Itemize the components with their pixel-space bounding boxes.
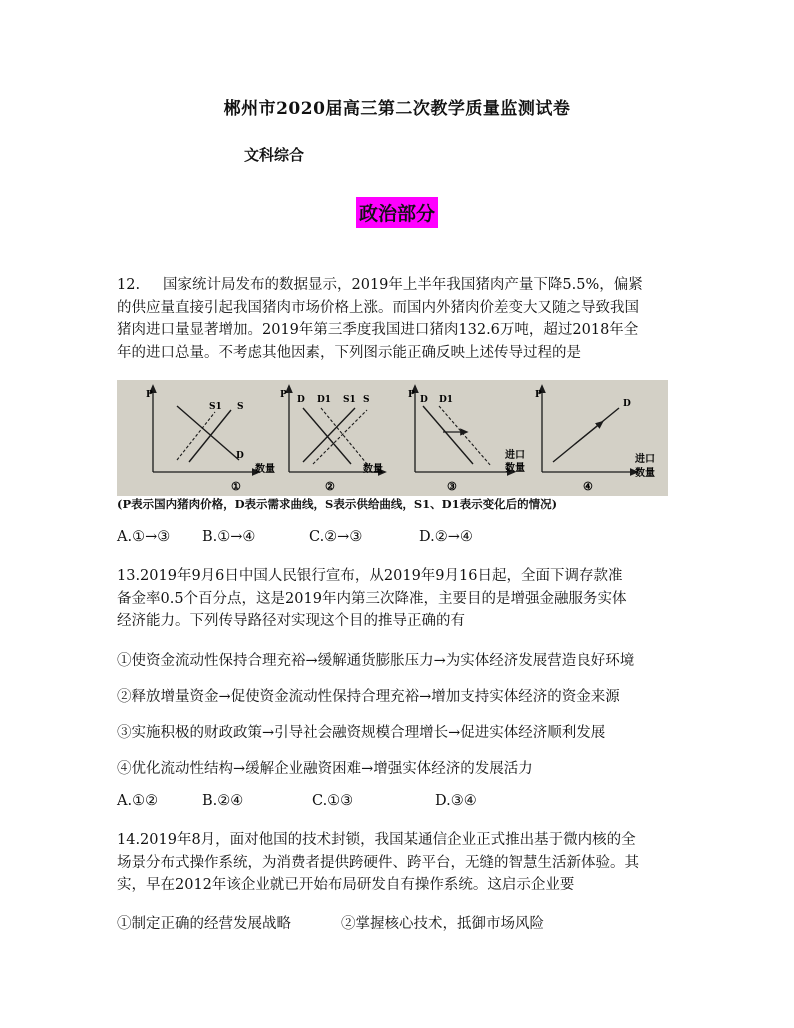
q12-option-b[interactable]: B.①→④ — [202, 529, 256, 545]
graph-2-s-label: S — [363, 395, 370, 405]
supply-demand-figure — [117, 380, 668, 496]
graph-4 — [535, 388, 655, 493]
q13-option-b[interactable]: B.②④ — [202, 793, 244, 809]
q13-item-4: ④优化流动性结构→缓解企业融资困难→增强实体经济的发展活力 — [117, 761, 533, 777]
q14-line-2: 场景分布式操作系统，为消费者提供跨硬件、跨平台，无缝的智慧生活新体验。其 — [117, 854, 639, 871]
graph-2-number: ② — [325, 480, 335, 493]
subject-label: 文科综合 — [244, 146, 305, 164]
question-13 — [117, 565, 683, 633]
section-heading: 政治部分 — [356, 197, 438, 228]
graph-2-d-label: D — [297, 395, 305, 405]
graph-2-supply-shift — [313, 410, 367, 464]
graph-3-number: ③ — [447, 480, 457, 493]
q12-line-4: 年的进口总量。不考虑其他因素，下列图示能正确反映上述传导过程的是 — [117, 344, 581, 361]
q13-item-2: ②释放增量资金→促使资金流动性保持合理充裕→增加支持实体经济的资金来源 — [117, 689, 620, 705]
q12-option-c[interactable]: C.②→③ — [309, 529, 363, 545]
graph-4-number: ④ — [583, 480, 593, 493]
graph-3-p-label: P — [408, 390, 415, 400]
document-title: 郴州市2020届高三第二次教学质量监测试卷 — [223, 99, 571, 119]
q13-line-1: 13.2019年9月6日中国人民银行宣布，从2019年9月16日起，全面下调存款准 — [117, 568, 623, 584]
graph-3-d1-label: D1 — [439, 395, 454, 405]
graph-2-d1-label: D1 — [317, 395, 332, 405]
question-14 — [117, 829, 683, 897]
graph-3-x-label-2: 数量 — [505, 463, 525, 474]
graph-1-s-label: S — [237, 402, 244, 412]
q12-line-3: 猪肉进口量显著增加。2019年第三季度我国进口猪肉132.6万吨，超过2018年全 — [117, 322, 639, 338]
q13-line-2: 备金率0.5个百分点，这是2019年内第三次降准，主要目的是增强金融服务实体 — [117, 590, 627, 607]
graph-1-s1-label: S1 — [209, 402, 222, 412]
q12-options — [117, 529, 677, 551]
q14-item-1: ①制定正确的经营发展战略 — [117, 916, 291, 932]
graph-4-x-label-1: 进口 — [635, 454, 655, 465]
graph-2-x-label: 数量 — [363, 464, 383, 475]
graph-3 — [408, 388, 525, 493]
graph-3-x-label-1: 进口 — [505, 450, 525, 461]
graph-4-d-label: D — [623, 399, 631, 409]
graph-1 — [146, 388, 275, 493]
graph-1-number: ① — [231, 480, 241, 493]
q13-option-d[interactable]: D.③④ — [435, 793, 477, 809]
q14-items — [117, 912, 677, 934]
graph-1-d-label: D — [236, 451, 244, 461]
q14-line-3: 实，早在2012年该企业就已开始布局研发自有操作系统。这启示企业要 — [117, 877, 575, 893]
figure-caption: (P表示国内猪肉价格，D表示需求曲线，S表示供给曲线，S1、D1表示变化后的情况) — [117, 497, 558, 511]
q12-option-a[interactable]: A.①→③ — [117, 529, 171, 545]
graph-3-d-label: D — [420, 395, 428, 405]
graph-1-demand — [177, 406, 239, 460]
q13-option-c[interactable]: C.①③ — [312, 793, 354, 809]
graph-3-demand-shift — [439, 406, 491, 466]
graph-2-p-label: P — [280, 390, 287, 400]
graph-2-s1-label: S1 — [343, 395, 356, 405]
graph-4-arrow — [575, 423, 601, 444]
q12-line-2: 的供应量直接引起我国猪肉市场价格上涨。而国内外猪肉价差变大又随之导致我国 — [117, 299, 639, 316]
q13-item-1: ①使资金流动性保持合理充裕→缓解通货膨胀压力→为实体经济发展营造良好环境 — [117, 653, 635, 669]
q13-item-3: ③实施积极的财政政策→引导社会融资规模合理增长→促进实体经济顺利发展 — [117, 725, 606, 741]
graph-1-p-label: P — [146, 390, 153, 400]
graph-3-demand — [423, 406, 473, 464]
graph-4-x-label-2: 数量 — [635, 468, 655, 479]
q13-options — [117, 793, 677, 815]
graph-4-p-label: P — [535, 390, 542, 400]
q12-option-d[interactable]: D.②→④ — [419, 529, 473, 545]
question-12 — [117, 274, 683, 364]
figure-graphs — [117, 380, 668, 496]
q12-number: 12. — [117, 277, 141, 293]
q14-item-2: ②掌握核心技术，抵御市场风险 — [341, 916, 544, 932]
graph-1-x-label: 数量 — [255, 464, 275, 475]
q13-line-3: 经济能力。下列传导路径对实现这个目的推导正确的有 — [117, 613, 465, 629]
q14-line-1: 14.2019年8月，面对他国的技术封锁，我国某通信企业正式推出基于微内核的全 — [117, 832, 636, 848]
q13-option-a[interactable]: A.①② — [117, 793, 159, 809]
graph-2 — [280, 388, 383, 493]
q12-line-1: 12. 国家统计局发布的数据显示，2019年上半年我国猪肉产量下降5.5%，偏紧 — [117, 274, 683, 297]
